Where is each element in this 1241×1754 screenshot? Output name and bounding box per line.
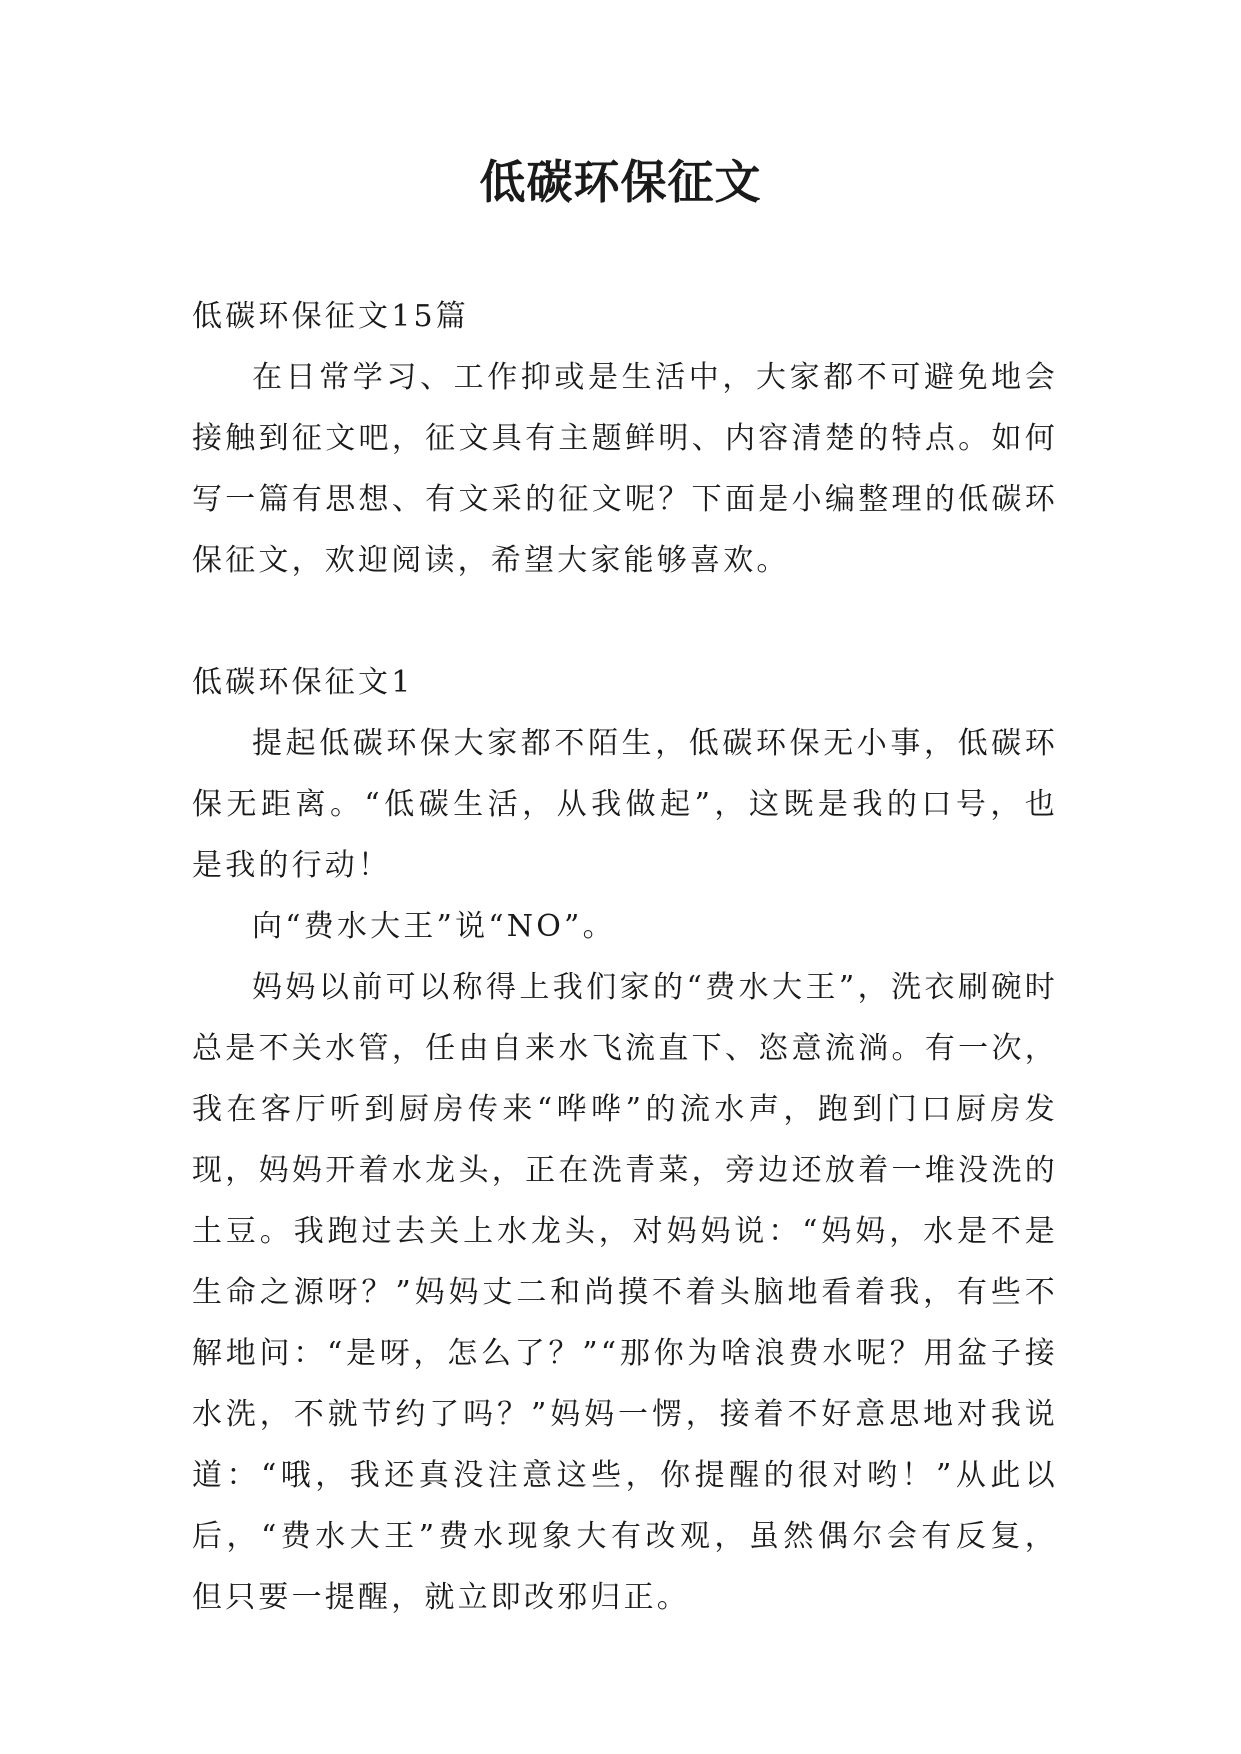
body-paragraph: 提起低碳环保大家都不陌生，低碳环保无小事，低碳环保无距离。“低碳生活，从我做起”，这既是我的口号，也是我的行动！ bbox=[192, 726, 1058, 883]
document-title: 低碳环保征文 bbox=[479, 155, 762, 209]
intro-heading: 低碳环保征文15篇 bbox=[192, 299, 469, 334]
document-body bbox=[192, 286, 1058, 1628]
body-paragraph: 妈妈以前可以称得上我们家的“费水大王”，洗衣刷碗时总是不关水管，任由自来水飞流直下、恣意流淌。有一次，我在客厅听到厨房传来“哗哗”的流水声，跑到门口厨房发现，妈妈开着水龙头，正在洗青菜，旁边还放着一堆没洗的土豆。我跑过去关上水龙头，对妈妈说：“妈妈，水是不是生命之源呀？”妈妈丈二和尚摸不着头脑地看着我，有些不解地问：“是呀，怎么了？”“那你为啥浪费水呢？用盆子接水洗，不就节约了吗？”妈妈一愣，接着不好意思地对我说道：“哦，我还真没注意这些，你提醒的很对哟！”从此以后，“费水大王”费水现象大有改观，虽然偶尔会有反复，但只要一提醒，就立即改邪归正。 bbox=[192, 970, 1058, 1615]
intro-paragraph: 在日常学习、工作抑或是生活中，大家都不可避免地会接触到征文吧，征文具有主题鲜明、内容清楚的特点。如何写一篇有思想、有文采的征文呢？下面是小编整理的低碳环保征文，欢迎阅读，希望大家能够喜欢。 bbox=[192, 360, 1058, 578]
body-paragraph: 向“费水大王”说“NO”。 bbox=[252, 909, 616, 944]
section-heading: 低碳环保征文1 bbox=[192, 665, 414, 700]
